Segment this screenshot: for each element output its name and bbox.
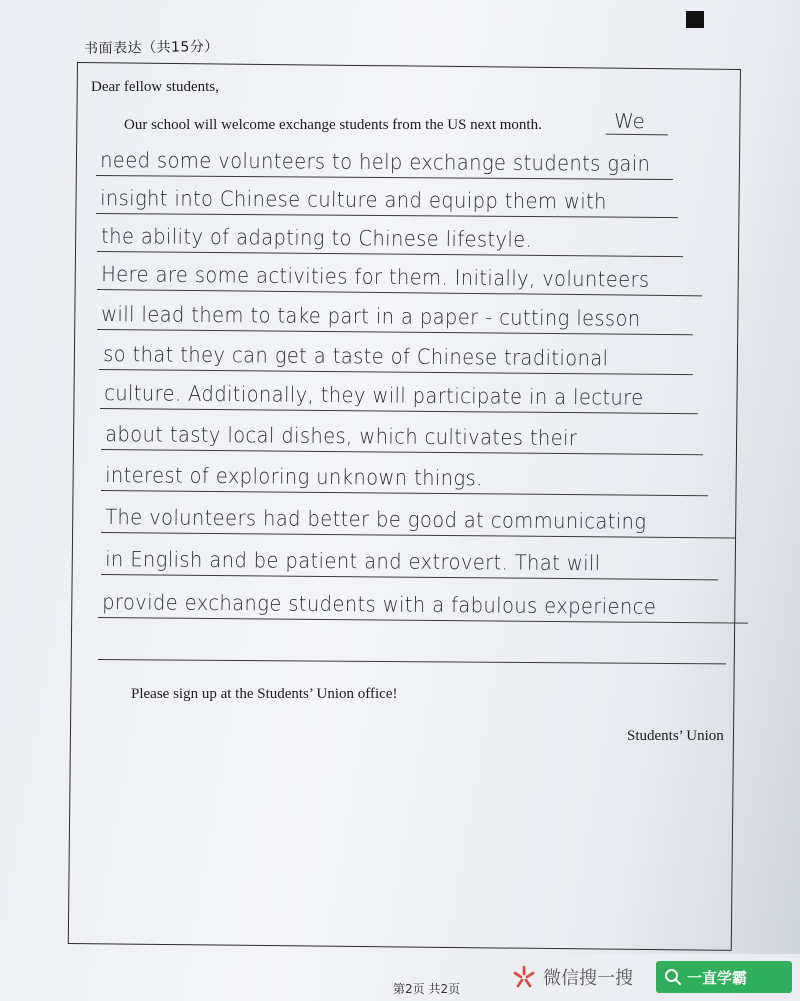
handwritten-line bbox=[101, 454, 708, 496]
wechat-search-watermark bbox=[503, 954, 800, 1001]
handwritten-line bbox=[101, 413, 703, 455]
handwritten-line-text: will lead them to take part in a paper - cutting lesson bbox=[101, 302, 641, 331]
watermark-app-text: 微信搜一搜 bbox=[543, 968, 633, 989]
handwritten-line bbox=[97, 215, 683, 257]
handwritten-line-text: about tasty local dishes, which cultivates their bbox=[105, 422, 578, 451]
letter-signature: Students’ Union bbox=[627, 728, 724, 744]
handwritten-line bbox=[97, 253, 702, 296]
handwritten-line-text: interest of exploring unknown things. bbox=[105, 463, 483, 491]
handwritten-line bbox=[97, 293, 693, 335]
watermark-button-label: 一直学霸 bbox=[687, 969, 748, 987]
handwritten-line bbox=[96, 139, 673, 180]
registration-marker bbox=[686, 11, 704, 28]
handwritten-line bbox=[101, 496, 735, 539]
handwritten-line-text: Here are some activities for them. Initially, volunteers bbox=[101, 262, 650, 292]
handwritten-line-text: The volunteers had better be good at communicating bbox=[105, 505, 647, 534]
handwritten-line-text: insight into Chinese culture and equipp them with bbox=[100, 186, 607, 214]
handwritten-line bbox=[98, 623, 726, 664]
letter-closing: Please sign up at the Students’ Union office! bbox=[131, 686, 398, 702]
wechat-search-icon bbox=[511, 964, 537, 990]
handwritten-inline-answer bbox=[606, 108, 668, 136]
handwritten-line-text: provide exchange students with a fabulous experience bbox=[102, 590, 657, 619]
page-number: 第2页 共2页 bbox=[393, 982, 461, 996]
handwritten-inline-text: We bbox=[613, 108, 646, 134]
section-title: 书面表达（共15分） bbox=[83, 38, 219, 58]
handwritten-line-text: in English and be patient and extrovert. That will bbox=[105, 547, 601, 576]
handwritten-line-text: need some volunteers to help exchange students gain bbox=[100, 148, 651, 176]
handwritten-line-text: the ability of adapting to Chinese lifestyle. bbox=[101, 224, 533, 252]
handwritten-line-text: so that they can get a taste of Chinese traditional bbox=[103, 342, 609, 371]
letter-greeting: Dear fellow students, bbox=[91, 79, 219, 95]
handwritten-line-text: culture. Additionally, they will participate in a lecture bbox=[104, 381, 644, 410]
handwritten-line bbox=[99, 333, 693, 375]
handwritten-line bbox=[98, 581, 748, 624]
letter-prompt: Our school will welcome exchange students from the US next month. bbox=[124, 117, 542, 133]
watermark-search-button[interactable] bbox=[656, 961, 792, 993]
handwritten-line bbox=[96, 177, 678, 218]
search-icon bbox=[664, 968, 682, 986]
handwritten-line bbox=[100, 372, 698, 414]
handwritten-line bbox=[101, 538, 718, 580]
